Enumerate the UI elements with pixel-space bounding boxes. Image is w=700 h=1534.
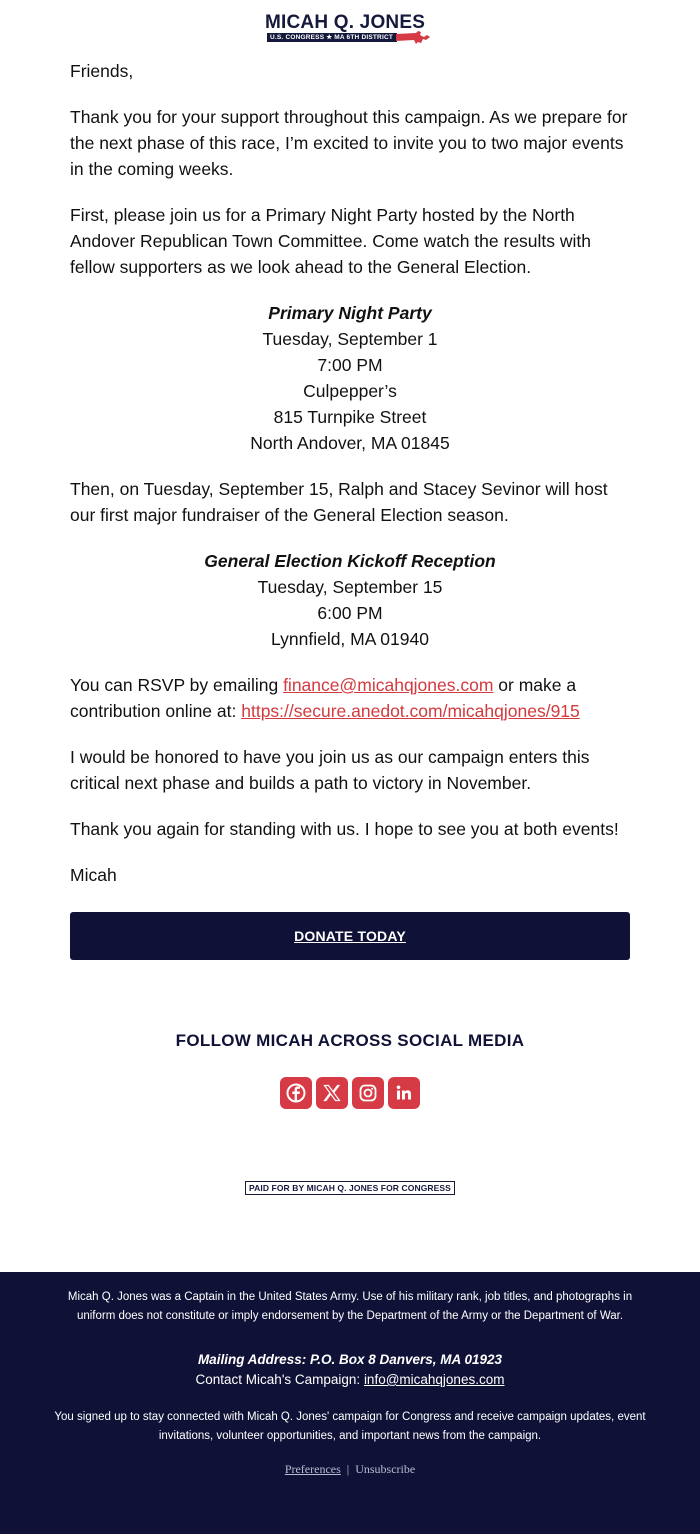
mailing-address: Mailing Address: P.O. Box 8 Danvers, MA 01923 (197, 1352, 503, 1367)
rsvp-middle: or make a contribution online at: (70, 675, 577, 721)
fundraiser-paragraph: Then, on Tuesday, September 15, Ralph and Stacey Sevinor will host our first major fundraiser of the General Election season. (70, 479, 608, 525)
primary-party-paragraph: First, please join us for a Primary Night Party hosted by the North Andover Republican Town Committee. Come watch the results with fellow supporters as we look ahead to the General Election. (70, 205, 592, 277)
letter-body (0, 58, 700, 888)
honored-paragraph: I would be honored to have you join us as our campaign enters this critical next phase and builds a path to victory in November. (70, 747, 590, 793)
link-separator: | (346, 1462, 350, 1476)
campaign-logo[interactable] (265, 12, 435, 48)
paid-for-section (0, 1181, 700, 1195)
linkedin-icon[interactable] (388, 1077, 420, 1109)
footer-links (0, 1462, 700, 1477)
paid-for-disclaimer: PAID FOR BY MICAH Q. JONES FOR CONGRESS (245, 1181, 455, 1195)
greeting: Friends, (70, 61, 134, 81)
email-footer (0, 1272, 700, 1534)
social-title: FOLLOW MICAH ACROSS SOCIAL MEDIA (175, 1031, 525, 1050)
event-primary-night (70, 300, 630, 456)
event-title: General Election Kickoff Reception (204, 551, 496, 571)
rsvp-paragraph (70, 672, 630, 724)
intro-paragraph: Thank you for your support throughout this campaign. As we prepare for the next phase of this race, I’m excited to invite you to two major events in the coming weeks. (70, 107, 628, 179)
logo-tagline: U.S. CONGRESS ★ MA 6TH DISTRICT (267, 33, 397, 42)
instagram-icon[interactable] (352, 1077, 384, 1109)
contact-email-link[interactable]: info@micahqjones.com (363, 1372, 505, 1387)
logo-name: MICAH Q. JONES (265, 12, 426, 33)
facebook-icon[interactable] (280, 1077, 312, 1109)
preferences-link[interactable]: Preferences (284, 1462, 341, 1476)
event-title: Primary Night Party (268, 303, 432, 323)
event-street: 815 Turnpike Street (273, 407, 427, 427)
event-time: 7:00 PM (317, 355, 383, 375)
donate-button[interactable]: DONATE TODAY (70, 912, 630, 960)
event-venue: Culpepper’s (303, 381, 397, 401)
contact-line (0, 1370, 700, 1390)
event-city: Lynnfield, MA 01940 (271, 629, 429, 649)
social-icons (0, 1077, 700, 1109)
event-kickoff-reception (70, 548, 630, 652)
signoff: Micah (70, 865, 117, 885)
contact-prefix: Contact Micah's Campaign: (195, 1372, 364, 1387)
unsubscribe-link[interactable]: Unsubscribe (355, 1462, 416, 1476)
event-date: Tuesday, September 1 (262, 329, 438, 349)
rsvp-email-link[interactable]: finance@micahqjones.com (283, 675, 494, 695)
thanks-paragraph: Thank you again for standing with us. I hope to see you at both events! (70, 819, 619, 839)
rsvp-prefix: You can RSVP by emailing (70, 675, 284, 695)
event-city: North Andover, MA 01845 (250, 433, 450, 453)
email-header (0, 0, 700, 58)
cta-section (0, 888, 700, 960)
x-icon[interactable] (316, 1077, 348, 1109)
military-disclaimer: Micah Q. Jones was a Captain in the United States Army. Use of his military rank, job titles, and photographs in uniform does not constitute or imply endorsement by the Department of the Army or the Department of War. (67, 1291, 633, 1322)
event-date: Tuesday, September 15 (257, 577, 443, 597)
massachusetts-state-icon (396, 31, 430, 45)
contribution-url-link[interactable]: https://secure.anedot.com/micahqjones/915 (241, 701, 580, 721)
signup-note: You signed up to stay connected with Micah Q. Jones' campaign for Congress and receive campaign updates, event invitations, volunteer opportunities, and important news from the campaign. (54, 1411, 646, 1442)
event-time: 6:00 PM (317, 603, 383, 623)
